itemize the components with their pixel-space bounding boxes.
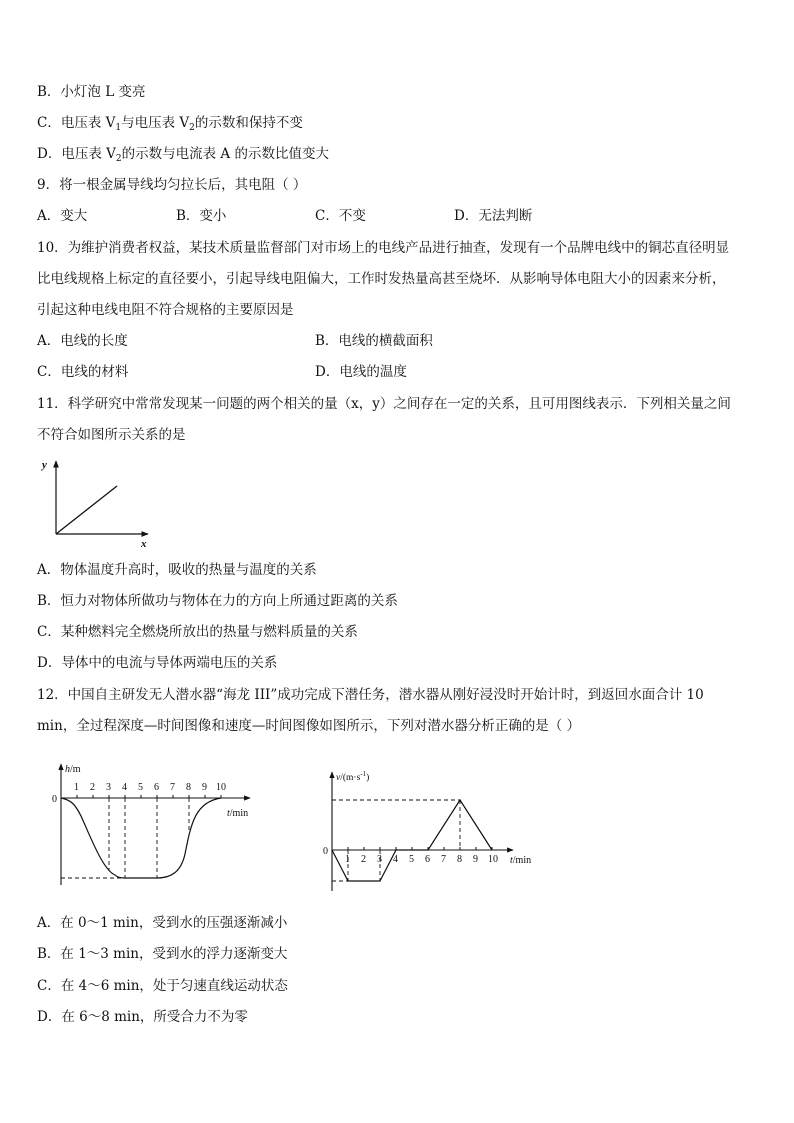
q9-option-a: A．变大 xyxy=(37,208,88,224)
h-x-label: t/min xyxy=(227,808,249,819)
q11-option-c: C．某种燃料完全燃烧所放出的热量与燃料质量的关系 xyxy=(37,624,358,640)
h-tick-label: 5 xyxy=(138,782,143,793)
v-tick-label: 10 xyxy=(488,854,498,865)
h-tick-label: 1 xyxy=(74,782,79,793)
h-tick-label: 9 xyxy=(202,782,207,793)
h-dashed-guides xyxy=(61,798,189,878)
h-origin-label: 0 xyxy=(52,794,57,805)
q12-option-c: C．在 4～6 min，处于匀速直线运动状态 xyxy=(37,978,288,994)
v-tick-label: 1 xyxy=(345,854,350,865)
q12-stem-line2: min，全过程深度—时间图像和速度—时间图像如图所示，下列对潜水器分析正确的是（ ） xyxy=(37,718,581,734)
h-depth-curve xyxy=(61,798,221,878)
q10-option-a: A．电线的长度 xyxy=(37,333,128,349)
q9-option-b: B．变小 xyxy=(176,208,227,224)
h-tick-label: 7 xyxy=(170,782,175,793)
q10-stem-line1: 10．为维护消费者权益，某技术质量监督部门对市场上的电线产品进行抽查，发现有一个品牌电线中的铜芯直径明显 xyxy=(37,240,730,256)
q9-stem: 9．将一根金属导线均匀拉长后，其电阻（ ） xyxy=(37,177,307,193)
q11-stem-line2: 不符合如图所示关系的是 xyxy=(37,427,186,443)
q9-option-d: D．无法判断 xyxy=(454,208,533,224)
q12-stem-line1: 12．中国自主研发无人潜水器“海龙 III”成功完成下潜任务，潜水器从刚好浸没时开始计时，到返回水面合计 10 xyxy=(37,687,704,703)
q10-stem-line3: 引起这种电线电阻不符合规格的主要原因是 xyxy=(37,302,294,318)
v-tick-label: 3 xyxy=(377,854,382,865)
q11-option-b: B．恒力对物体所做功与物体在力的方向上所通过距离的关系 xyxy=(37,593,398,609)
q10-option-c: C．电线的材料 xyxy=(37,364,129,380)
q11-y-label: y xyxy=(42,459,47,471)
v-tick-label: 4 xyxy=(393,854,398,865)
q11-data-line xyxy=(56,486,117,534)
v-tick-label: 6 xyxy=(425,854,430,865)
v-tick-label: 8 xyxy=(457,854,462,865)
v-tick-label: 7 xyxy=(441,854,446,865)
h-tick-label: 10 xyxy=(216,782,226,793)
q10-option-d: D．电线的温度 xyxy=(315,364,407,380)
q8-option-c: C．电压表 $V_1$与电压表 $V_2$的示数和保持不变 xyxy=(37,115,303,133)
h-tick-label: 6 xyxy=(154,782,159,793)
h-tick-label: 3 xyxy=(106,782,111,793)
q12-velocity-time-graph xyxy=(318,766,548,896)
q11-stem-line1: 11．科学研究中常常发现某一问题的两个相关的量（x，y）之间存在一定的关系，且可用图线表示．下列相关量之间 xyxy=(37,396,731,412)
q8-option-b: B．小灯泡 L 变亮 xyxy=(37,84,146,100)
h-tick-label: 8 xyxy=(186,782,191,793)
q12-option-d: D．在 6～8 min，所受合力不为零 xyxy=(37,1009,248,1025)
v-y-label: $v/(m\cdot s^{-1})$ xyxy=(336,770,370,783)
q11-x-label: x xyxy=(141,538,147,550)
v-tick-label: 2 xyxy=(361,854,366,865)
v-velocity-line xyxy=(332,800,492,881)
q9-option-c: C．不变 xyxy=(315,208,366,224)
v-origin-label: 0 xyxy=(323,846,328,857)
v-x-label: t/min xyxy=(510,855,532,866)
v-dashed-guides xyxy=(332,800,460,881)
v-tick-label: 9 xyxy=(473,854,478,865)
h-tick-label: 2 xyxy=(90,782,95,793)
q11-option-a: A．物体温度升高时，吸收的热量与温度的关系 xyxy=(37,562,317,578)
q8-option-d: D．电压表 $V_2$的示数与电流表 A 的示数比值变大 xyxy=(37,146,329,164)
q12-option-a: A．在 0～1 min，受到水的压强逐渐减小 xyxy=(37,915,288,931)
q10-stem-line2: 比电线规格上标定的直径要小，引起导线电阻偏大，工作时发热量高甚至烧坏．从影响导体电阻大小的因素来分析， xyxy=(37,271,726,287)
q12-depth-time-graph xyxy=(45,760,265,890)
q11-linear-graph xyxy=(30,455,160,550)
q10-option-b: B．电线的横截面积 xyxy=(315,333,433,349)
h-tick-label: 4 xyxy=(122,782,127,793)
q12-option-b: B．在 1～3 min，受到水的浮力逐渐变大 xyxy=(37,946,288,962)
q11-option-d: D．导体中的电流与导体两端电压的关系 xyxy=(37,655,278,671)
h-y-label: h/m xyxy=(65,764,81,775)
v-tick-label: 5 xyxy=(409,854,414,865)
